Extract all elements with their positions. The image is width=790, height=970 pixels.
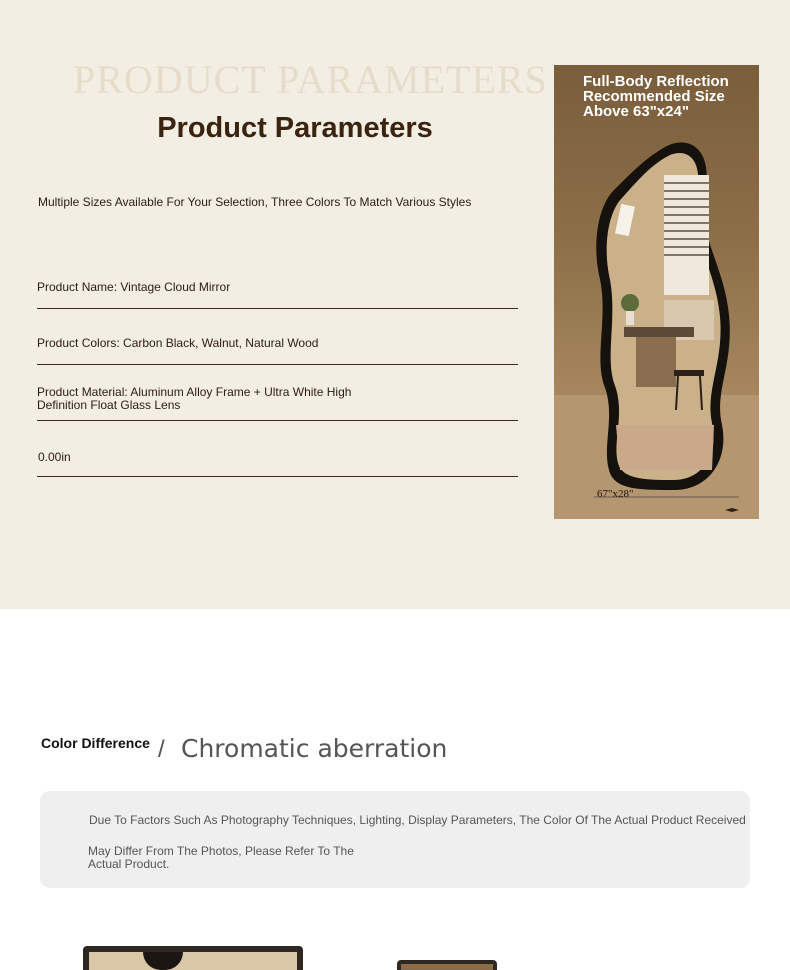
param-row-size: [37, 451, 518, 477]
color-sample-image: [397, 960, 497, 970]
param-name-text: Product Name: Vintage Cloud Mirror: [37, 280, 231, 294]
color-note-box: [40, 791, 750, 888]
color-sample-inner: [401, 964, 493, 970]
floor-reflection: [616, 425, 714, 470]
color-sample-inner: [89, 952, 297, 970]
param-size-text: 0.00in: [38, 450, 71, 464]
mirror-image: [554, 65, 759, 519]
section-subtitle: Multiple Sizes Available For Your Selection, Three Colors To Match Various Styles: [38, 195, 472, 209]
window-reflection: [664, 175, 709, 295]
stool-seat: [674, 370, 704, 376]
color-note-line1: Due To Factors Such As Photography Techniques, Lighting, Display Parameters, The Color Of The Actual Product Received: [89, 813, 746, 827]
photo-caption: Full-Body Reflection Recommended Size Above 63"x24": [583, 73, 729, 120]
table-base: [636, 337, 676, 387]
param-row-material: [37, 386, 518, 421]
plant-shape: [621, 294, 639, 312]
section-title: Product Parameters: [157, 112, 433, 144]
color-sample-image: [83, 946, 303, 970]
ghost-title: PRODUCT PARAMETERS: [73, 57, 548, 102]
mirror-illustration: [554, 65, 759, 519]
param-row-colors: [37, 337, 518, 365]
param-row-name: [37, 281, 518, 309]
param-material-text: Product Material: Aluminum Alloy Frame + Ultra White High Definition Float Glass Lens: [37, 385, 352, 412]
param-colors-text: Product Colors: Carbon Black, Walnut, Natural Wood: [37, 336, 319, 350]
title-separator: /: [158, 736, 165, 763]
chromatic-subtitle: Chromatic aberration: [181, 734, 448, 763]
color-note-line2: May Differ From The Photos, Please Refer To The Actual Product.: [88, 844, 354, 871]
vase-shape: [626, 311, 634, 325]
color-difference-title: Color Difference: [41, 735, 150, 751]
table-top: [624, 327, 694, 337]
mirror-size-label: 67"x28": [597, 488, 634, 500]
